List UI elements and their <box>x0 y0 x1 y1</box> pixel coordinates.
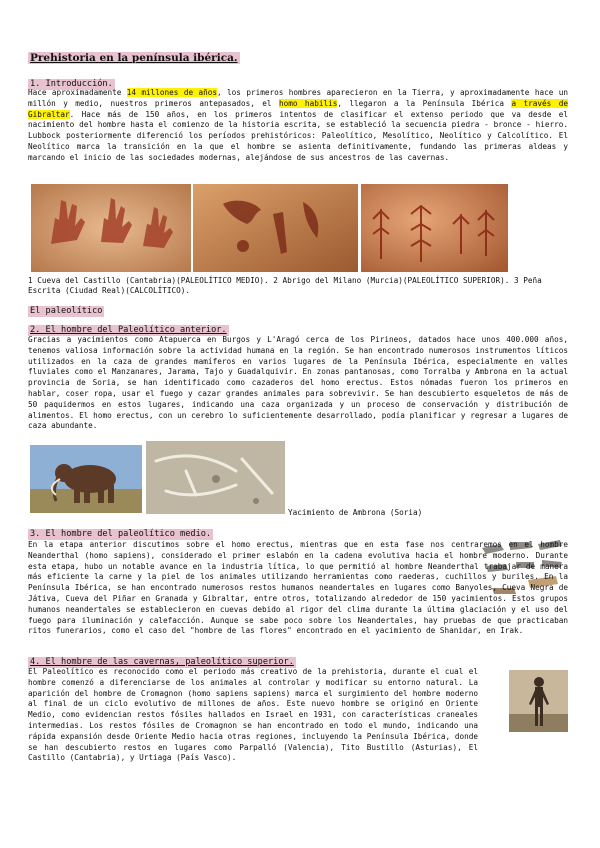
section-heading-introduccion: 1. Introducción. <box>30 79 113 89</box>
section-heading-paleolitico-anterior: 2. El hombre del Paleolítico anterior. <box>30 325 227 335</box>
intro-text-2: , los primeros hombres aparecieron en la Tierra, y aproximadamente hace un millón y medio, nuestros primeros antepasados, el <box>28 88 569 108</box>
highlight-gibraltar: a través de Gibraltar <box>28 98 568 119</box>
anterior-paragraph: Gracias a yacimientos como Atapuerca en Burgos y L'Aragó cerca de los Pirineos, datados hace unos 400.000 años, tenemos valiosa información sobre la actividad humana en la región. Se han encontrado numerosos instrumentos líticos utilizados en la caza de grandes mamíferos en varios lugares de la Península Ibérica, especialmente en valles fluviales como el Manzanares, Jarama, Tajo y Guadalquivir. En zonas pantanosas, como Torralba y Ambrona en la actual provincia de Soria, se han identificado como cazaderos del homo erectus. Estos nómadas fueron los primeros en hablar, coser ropa, usar el fuego y cazar grandes animales para sobrevivir. Se han descubierto esqueletos de más de 50 paquidermos en estos lugares, indicando una caza organizada y un proceso de conservación y distribución de alimentos. El homo erectus, con un cerebro lo suficientemente desarrollado, podía planificar y regresar a lugares de caza abundante. <box>28 335 568 431</box>
highlight-homo-habilis: homo habilis <box>279 98 338 108</box>
intro-text-4: . Hace más de 150 años, en los primeros intentos de clasificar el extenso periodo que va desde el nacimiento del hombre hasta el comienzo de la historia escrita, se estableció la secuencia piedra - bronce - hierro. Lubbock posteriormente diferenció los períodos prehistóricos: Paleolítico, Mesolítico, Neolítico y Calcolítico. El Neolítico marca la transición en la que el hombre se asienta definitivamente, fundando las primeras aldeas y marcando el inicio de las sociedades modernas, alejándose de sus ancestros de las cavernas. <box>28 109 568 162</box>
image-ambrona-fossils <box>146 441 285 514</box>
document-title: Prehistoria en la península ibérica. <box>30 52 238 64</box>
medio-paragraph: En la etapa anterior discutimos sobre el homo erectus, mientras que en esta fase nos centraremos en el hombre Neanderthal (homo sapiens), considerado el primer eslabón en la cadena evolutiva hacia el hombre moderno. Durante esta etapa, hubo un notable avance en la industria lítica, lo que permitió al hombre Neanderthal trabajar de manera más eficiente la carne y la piel de los animales utilizando herramientas como raederas, cuchillos y buriles. En la Península Ibérica, se han encontrado numerosos restos humanos neandertales en lugares como Banyoles, Cueva Negra de Játiva, Cueva del Piñar en Granada y Gibraltar, entre otros, totalizando alrededor de 150 yacimientos. Estos grupos humanos neandertales se establecieron en cuevas debido al rigor del clima durante la última glaciación y el uso del fuego para iluminación y calefacción. Aunque se sabe poco sobre los Neandertales, hay pruebas de que practicaban ritos funerarios, como el caso del "hombre de las flores" encontrado en el yacimiento de Shanidar, en Irak. <box>28 540 568 636</box>
section-heading-paleolitico: El paleolítico <box>30 306 103 316</box>
image-pena-escrita <box>361 184 508 272</box>
intro-text-3: , llegaron a la Península Ibérica <box>337 98 512 108</box>
intro-image-caption: 1 Cueva del Castillo (Cantabria)(PALEOLÍTICO MEDIO). 2 Abrigo del Milano (Murcia)(PALEOLÍTICO SUPERIOR). 3 Peña Escrita (Ciudad Real)(CALCOLÍTICO). <box>28 276 542 296</box>
image-abrigo-del-milano <box>193 184 358 272</box>
image-mammoth <box>30 445 142 513</box>
intro-paragraph <box>28 88 568 164</box>
image-cromagnon-figure <box>509 670 568 732</box>
image-cueva-del-castillo <box>31 184 191 272</box>
superior-paragraph: El Paleolítico es reconocido como el periodo más creativo de la prehistoria, durante el cual el hombre comenzó a diferenciarse de los animales al controlar y modificar su entorno natural. La aparición del hombre de Cromagnon (homo sapiens sapiens) marca el surgimiento del hombre moderno al final de un ciclo evolutivo de millones de años. Este nuevo hombre se originó en Oriente Medio, como evidencian restos fósiles hallados en Israel en 1931, con características craneales intermedias. Los restos fósiles de Cromagnon se han encontrado en todo el mundo, indicando una rápida expansión desde Oriente Medio hacia otras regiones, incluyendo la Península Ibérica, donde se han descubierto restos en lugares como Parpalló (Valencia), Tito Bustillo (Asturias), El Castillo (Cantabria), y Urtiaga (País Vasco). <box>28 667 478 763</box>
ambrona-caption: Yacimiento de Ambrona (Soria) <box>288 508 423 517</box>
section-heading-paleolitico-medio: 3. El hombre del paleolítico medio. <box>30 529 212 539</box>
intro-text-1: Hace aproximadamente <box>28 88 127 97</box>
section-heading-paleolitico-superior: 4. El hombre de las cavernas, paleolítico superior. <box>30 657 294 667</box>
highlight-14-millones: 14 millones de años <box>126 88 218 97</box>
